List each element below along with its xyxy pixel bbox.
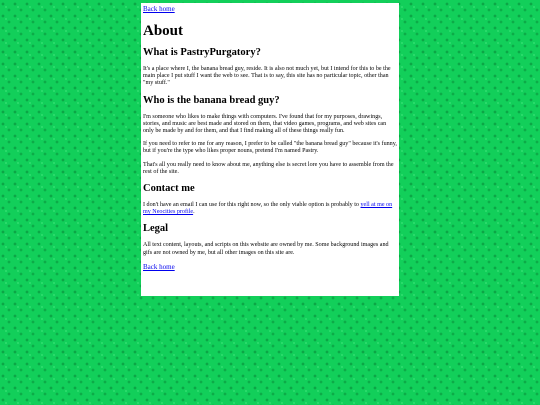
heading-legal: Legal <box>143 223 169 235</box>
heading-contact: Contact me <box>143 183 195 195</box>
paragraph-legal: All text content, layouts, and scripts on this website are owned by me. Some background images and gifs are not owned by me, but all other images on this site are. <box>143 242 389 256</box>
contact-text-prefix: I don't have an email I can use for this right now, so the only viable option is probably to <box>143 202 361 209</box>
paragraph-what-is: It's a place where I, the banana bread guy, reside. It is also not much yet, but I intend for this to be the main place I put stuff I want the web to see. That is to say, this site has no particular topic, other than "my stuff." <box>143 66 391 87</box>
neocities-profile-link[interactable]: yell at me on my Neocities profile <box>143 202 393 216</box>
paragraph-who-is-1: I'm someone who likes to make things with computers. I've found that for my purposes, drawings, stories, and music are best made and stored on them, that video games, programs, and web sites can only be made by and for them, and that I find making all of these things really fun. <box>143 113 387 135</box>
page-title: About <box>143 23 184 39</box>
heading-who-is: Who is the banana bread guy? <box>143 94 280 106</box>
contact-text-suffix: . <box>193 209 195 216</box>
back-home-link-bottom[interactable]: Back home <box>143 262 175 271</box>
paragraph-who-is-3: That's all you really need to know about me, anything else is secret lore you have to assemble from the rest of the site. <box>143 161 394 175</box>
paragraph-contact <box>143 202 397 216</box>
back-home-link-top[interactable]: Back home <box>143 5 175 13</box>
paragraph-who-is-2: If you need to refer to me for any reason, I prefer to be called "the banana bread guy" because it's funny, but if you're the type who likes proper nouns, pretend I'm named Pastry. <box>143 141 397 155</box>
content-panel <box>141 3 399 296</box>
heading-what-is: What is PastryPurgatory? <box>143 47 261 58</box>
